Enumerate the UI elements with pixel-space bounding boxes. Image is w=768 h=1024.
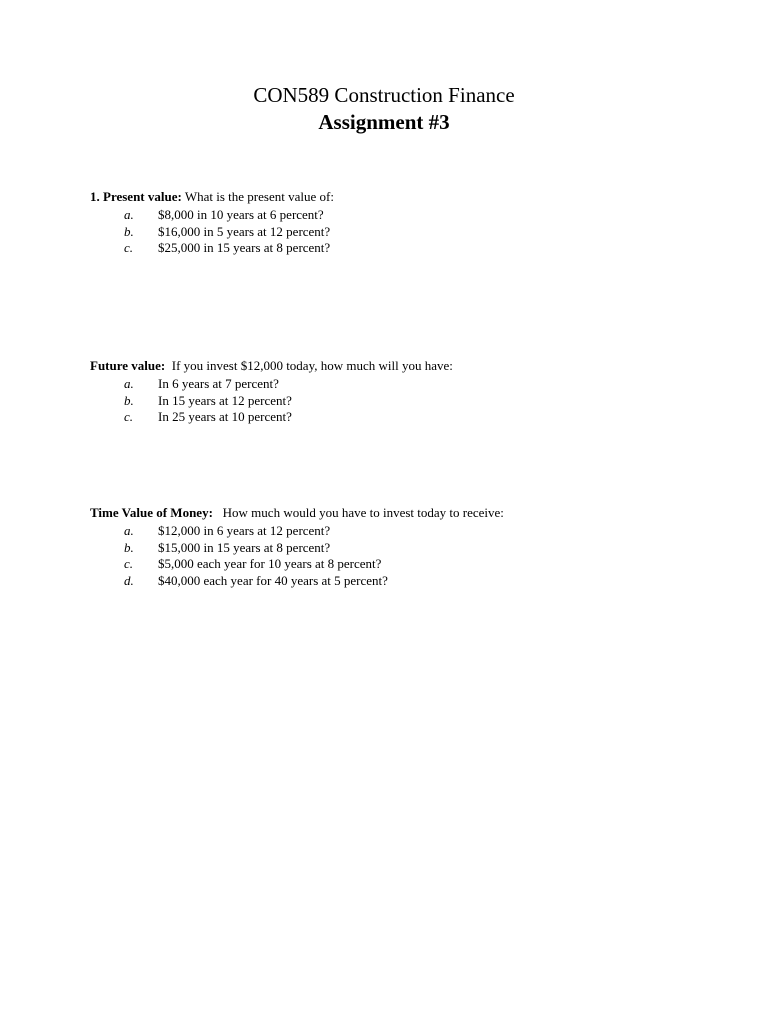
question-list — [90, 207, 730, 257]
item-text: $8,000 in 10 years at 6 percent? — [158, 207, 324, 222]
course-title: CON589 Construction Finance — [253, 83, 515, 107]
section-label: Time Value of Money: — [90, 505, 213, 520]
section-heading — [90, 188, 730, 205]
list-item — [90, 540, 730, 557]
title-block — [0, 82, 768, 136]
item-marker: b. — [124, 223, 134, 239]
section-heading — [90, 504, 730, 521]
item-marker: c. — [124, 556, 134, 571]
future-value-section — [90, 357, 730, 426]
item-marker: b. — [124, 539, 134, 555]
item-marker: c. — [124, 409, 134, 424]
list-item — [90, 224, 730, 241]
section-label: 1. Present value: — [90, 189, 182, 204]
item-marker: d. — [124, 572, 134, 588]
list-item — [90, 207, 730, 224]
present-value-section — [90, 188, 730, 257]
item-text: $16,000 in 5 years at 12 percent? — [158, 223, 331, 239]
item-marker: c. — [124, 240, 134, 255]
item-text: In 25 years at 10 percent? — [158, 409, 292, 424]
section-prompt: What is the present value of: — [181, 189, 334, 204]
section-prompt: How much would you have to invest today to receive: — [212, 505, 504, 520]
section-prompt: If you invest $12,000 today, how much will you have: — [165, 358, 453, 373]
assignment-title: Assignment #3 — [318, 110, 450, 134]
time-value-of-money-section — [90, 504, 730, 589]
item-text: $40,000 each year for 40 years at 5 percent? — [158, 572, 388, 588]
item-marker: a. — [124, 207, 134, 222]
list-item — [90, 556, 730, 573]
question-list — [90, 376, 730, 426]
item-text: $25,000 in 15 years at 8 percent? — [158, 240, 331, 255]
item-text: $12,000 in 6 years at 12 percent? — [158, 523, 331, 538]
item-text: $15,000 in 15 years at 8 percent? — [158, 539, 331, 555]
list-item — [90, 240, 730, 257]
list-item — [90, 393, 730, 410]
list-item — [90, 409, 730, 426]
list-item — [90, 573, 730, 590]
item-marker: b. — [124, 392, 134, 408]
question-list — [90, 523, 730, 589]
section-heading — [90, 357, 730, 374]
item-text: In 6 years at 7 percent? — [158, 376, 279, 391]
item-text: In 15 years at 12 percent? — [158, 392, 292, 408]
section-label: Future value: — [90, 358, 166, 373]
item-marker: a. — [124, 523, 134, 538]
list-item — [90, 376, 730, 393]
item-marker: a. — [124, 376, 134, 391]
item-text: $5,000 each year for 10 years at 8 percent? — [158, 556, 382, 571]
list-item — [90, 523, 730, 540]
